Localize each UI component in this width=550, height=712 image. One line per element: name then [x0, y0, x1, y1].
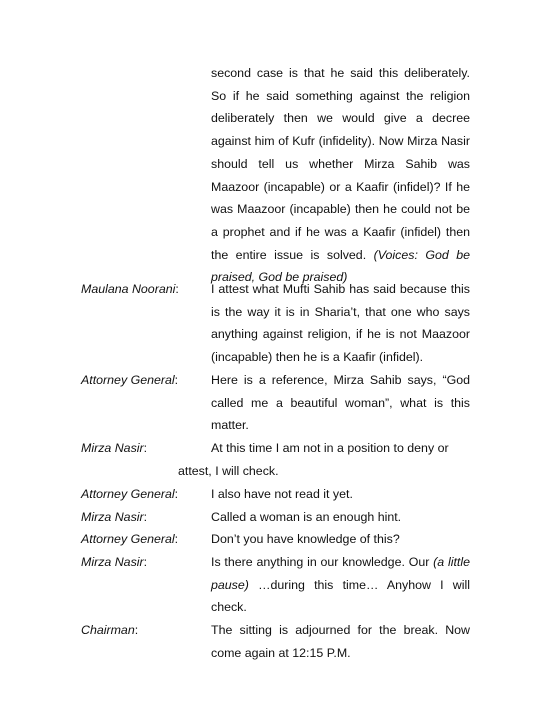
- pause-aside: (a little pause): [211, 555, 470, 592]
- speaker-label: Attorney General:: [81, 532, 179, 546]
- speech-hanging-line: attest, I will check.: [178, 463, 279, 478]
- speech-first-line: At this time I am not in a position to deny or: [211, 441, 449, 455]
- speaker-label: Attorney General:: [81, 487, 179, 501]
- speech-text: Called a woman is an enough hint.: [211, 510, 402, 524]
- transcript-entry-mirza-nasir: [81, 506, 470, 529]
- transcript-entry-attorney-general: [81, 369, 470, 437]
- speech-text: Don’t you have knowledge of this?: [211, 532, 400, 546]
- speech-text: I attest what Mufti Sahib has said because this is the way it is in Sharia’t, that one who says anything against religion, if he is not Maazoor (incapable) then he is a Kaafir (infidel).: [211, 282, 470, 365]
- transcript-entry-chairman: [81, 619, 470, 664]
- transcript-entry-mirza-nasir: [81, 437, 470, 482]
- transcript-entry-attorney-general: [81, 528, 470, 551]
- speech-text: Here is a reference, Mirza Sahib says, “God called me a beautiful woman”, what is this matter.: [211, 373, 470, 433]
- transcript-entry-attorney-general: [81, 483, 470, 506]
- speech-text: The sitting is adjourned for the break. Now come again at 12:15 P.M.: [211, 623, 470, 660]
- speaker-label: Maulana Noorani:: [81, 282, 179, 296]
- speaker-label: Mirza Nasir:: [81, 510, 148, 524]
- speaker-label: Mirza Nasir:: [81, 441, 148, 455]
- speech-text: I also have not read it yet.: [211, 487, 353, 501]
- speech-text: Is there anything in our knowledge. Our (a little pause) …during this time… Anyhow I will check.: [211, 555, 470, 615]
- continued-speech: [211, 62, 470, 289]
- transcript-entry-mirza-nasir: [81, 551, 470, 619]
- speaker-label: Chairman:: [81, 623, 139, 637]
- continued-speech-body: second case is that he said this deliberately. So if he said something against the religion deliberately then we would give a decree against him of Kufr (infidelity). Now Mirza Nasir should tell us whether Mirza Sahib was Maazoor (incapable) or a Kaafir (infidel)? If he was Maazoor (incapable) then he could not be a prophet and if he was a Kaafir (infidel) then the entire issue is solved.: [211, 66, 470, 262]
- transcript-entry-maulana-noorani: [81, 278, 470, 369]
- speaker-label: Attorney General:: [81, 373, 179, 387]
- voices-aside: (Voices: God be praised, God be praised): [211, 247, 470, 285]
- continued-speech-text: [211, 62, 470, 289]
- speaker-label: Mirza Nasir:: [81, 555, 148, 569]
